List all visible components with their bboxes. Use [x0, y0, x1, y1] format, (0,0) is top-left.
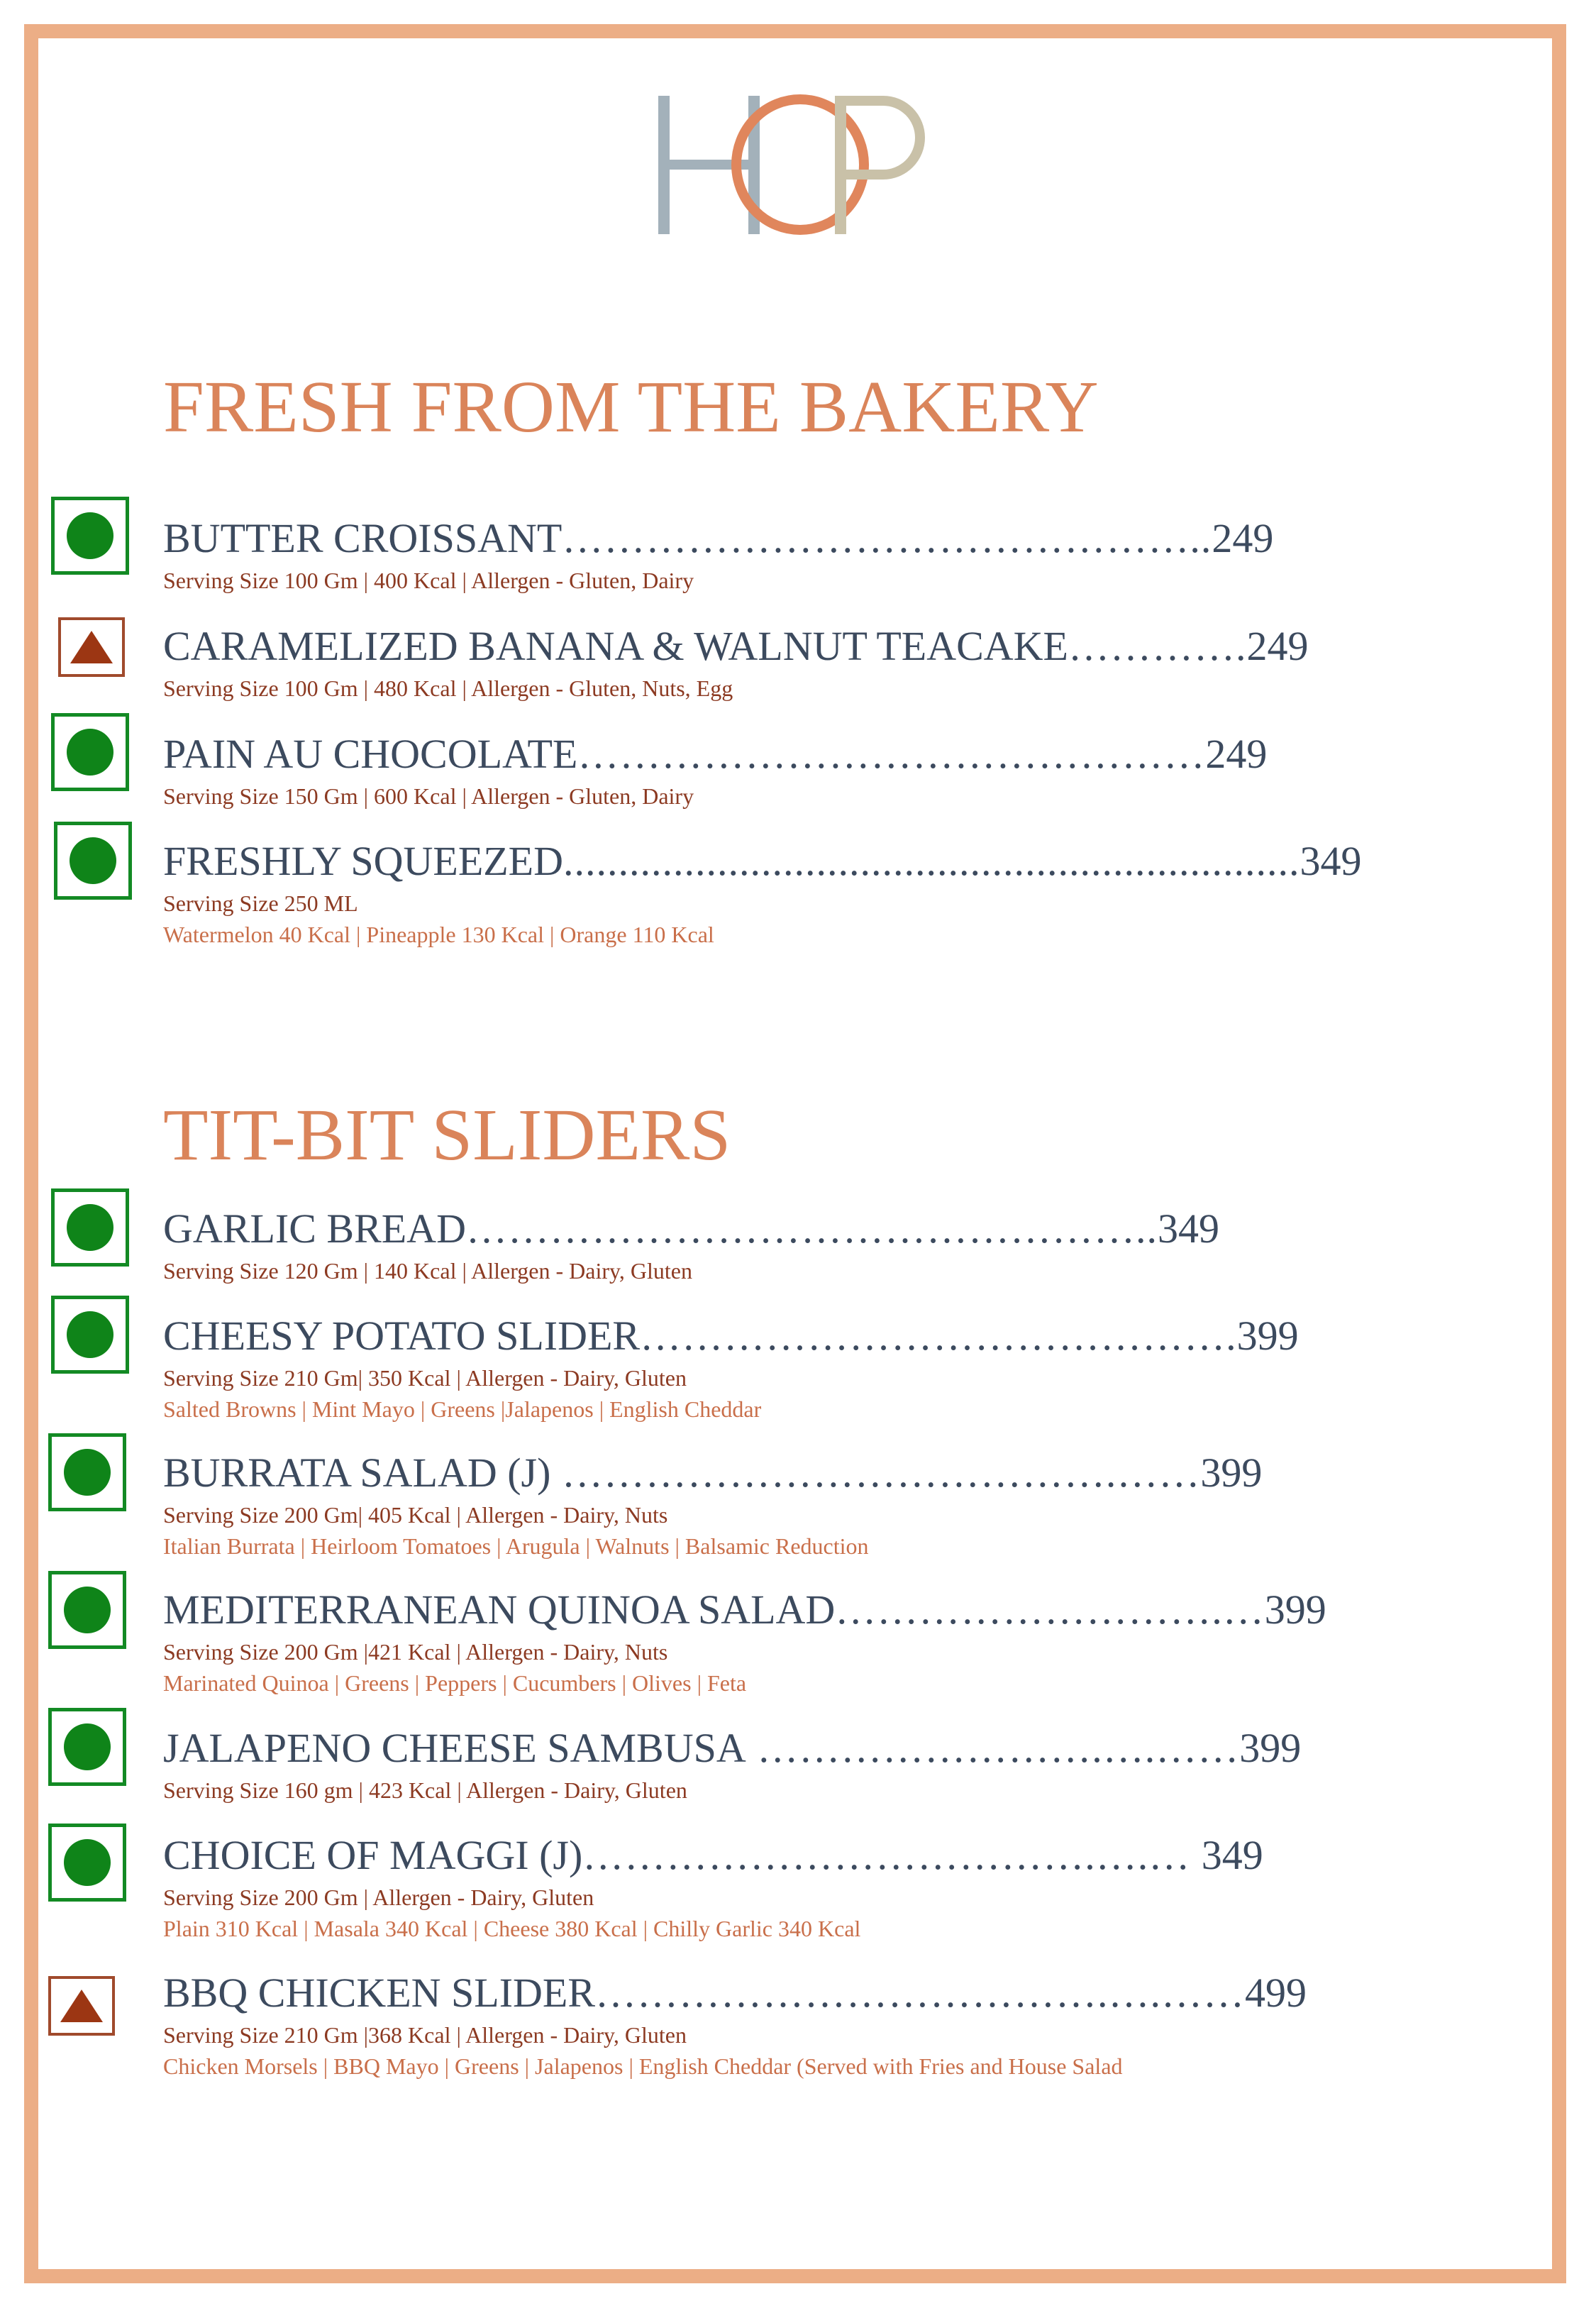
item-price: 399: [1236, 1313, 1299, 1359]
item-leader-dots: ...................................................................: [563, 838, 1300, 884]
veg-icon: [48, 1824, 126, 1902]
item-name: CHOICE OF MAGGI (J): [163, 1832, 583, 1878]
item-leader-dots: ………………………………………: [577, 731, 1206, 777]
menu-item: [163, 1452, 1334, 1557]
veg-icon: [51, 497, 129, 575]
section-title-bakery: FRESH FROM THE BAKERY: [163, 366, 1099, 448]
item-price: 349: [1157, 1206, 1219, 1252]
menu-item: [163, 731, 1334, 809]
veg-icon: [48, 1571, 126, 1649]
item-price: 249: [1246, 623, 1309, 669]
veg-icon: [51, 1296, 129, 1374]
menu-item: [163, 1208, 1334, 1282]
menu-item: [163, 623, 1334, 701]
item-name: GARLIC BREAD: [163, 1206, 466, 1252]
item-price: 249: [1212, 515, 1274, 561]
item-leader-dots: …………………………………………..: [465, 1206, 1158, 1252]
item-description: Plain 310 Kcal | Masala 340 Kcal | Cheese 380 Kcal | Chilly Garlic 340 Kcal: [163, 1916, 861, 1941]
item-leader-dots: ………….: [1068, 623, 1247, 669]
veg-icon: [48, 1433, 126, 1511]
item-price: 399: [1200, 1450, 1263, 1496]
item-price: 249: [1205, 731, 1268, 777]
menu-item: [163, 1589, 1334, 1694]
item-description: Marinated Quinoa | Greens | Peppers | Cucumbers | Olives | Feta: [163, 1670, 747, 1696]
item-leader-dots: ………………………………….……: [550, 1450, 1201, 1496]
item-meta: Serving Size 160 gm | 423 Kcal | Allergen - Dairy, Gluten: [163, 1777, 687, 1803]
item-meta: Serving Size 200 Gm| 405 Kcal | Allergen - Dairy, Nuts: [163, 1502, 668, 1528]
item-leader-dots: ……………………………….….…: [582, 1832, 1202, 1878]
item-leader-dots: ……………………………….….……: [595, 1970, 1246, 2016]
item-leader-dots: ……………………….…: [835, 1587, 1265, 1633]
item-price: 499: [1245, 1970, 1307, 2016]
item-price: 399: [1239, 1725, 1302, 1771]
item-description: Chicken Morsels | BBQ Mayo | Greens | Jalapenos | English Cheddar (Served with Fries and House Salad: [163, 2053, 1123, 2079]
menu-item: [163, 1725, 1334, 1803]
veg-icon: [51, 713, 129, 791]
item-price: 349: [1299, 838, 1362, 884]
item-meta: Serving Size 200 Gm | Allergen - Dairy, Gluten: [163, 1885, 594, 1910]
item-meta: Serving Size 210 Gm| 350 Kcal | Allergen - Dairy, Gluten: [163, 1365, 687, 1391]
item-meta: Serving Size 210 Gm |368 Kcal | Allergen - Dairy, Gluten: [163, 2022, 687, 2048]
item-meta: Serving Size 100 Gm | 400 Kcal | Allergen - Gluten, Dairy: [163, 568, 694, 593]
item-name: BBQ CHICKEN SLIDER: [163, 1970, 596, 2016]
veg-icon: [48, 1708, 126, 1786]
menu-item: [163, 515, 1334, 593]
item-name: BUTTER CROISSANT: [163, 515, 563, 561]
item-description: Italian Burrata | Heirloom Tomatoes | Arugula | Walnuts | Balsamic Reduction: [163, 1533, 869, 1559]
item-description: Salted Browns | Mint Mayo | Greens |Jalapenos | English Cheddar: [163, 1396, 762, 1422]
item-name: MEDITERRANEAN QUINOA SALAD: [163, 1587, 836, 1633]
item-price: 399: [1264, 1587, 1326, 1633]
item-leader-dots: ………………………………………..: [562, 515, 1212, 561]
veg-icon: [54, 822, 132, 900]
item-name: CHEESY POTATO SLIDER: [163, 1313, 641, 1359]
item-name: FRESHLY SQUEEZED: [163, 838, 563, 884]
menu-item: [163, 838, 1362, 947]
item-description: Watermelon 40 Kcal | Pineapple 130 Kcal | Orange 110 Kcal: [163, 922, 714, 947]
item-meta: Serving Size 100 Gm | 480 Kcal | Allergen - Gluten, Nuts, Egg: [163, 675, 733, 701]
item-meta: Serving Size 120 Gm | 140 Kcal | Allergen - Dairy, Gluten: [163, 1258, 692, 1284]
item-price: 349: [1201, 1832, 1263, 1878]
item-meta: Serving Size 250 ML: [163, 890, 358, 916]
item-name: JALAPENO CHEESE SAMBUSA: [163, 1725, 746, 1771]
menu-item: [163, 1970, 1334, 2079]
item-meta: Serving Size 150 Gm | 600 Kcal | Allergen - Gluten, Dairy: [163, 783, 694, 809]
menu-item: [163, 1832, 1334, 1941]
non-veg-icon: [48, 1976, 115, 2036]
item-name: PAIN AU CHOCOLATE: [163, 731, 578, 777]
item-name: CARAMELIZED BANANA & WALNUT TEACAKE: [163, 623, 1068, 669]
section-title-sliders: TIT-BIT SLIDERS: [163, 1094, 731, 1176]
item-meta: Serving Size 200 Gm |421 Kcal | Allergen - Dairy, Nuts: [163, 1639, 668, 1665]
non-veg-icon: [58, 617, 125, 677]
hop-logo: [656, 92, 936, 238]
item-leader-dots: …………………….….……: [746, 1725, 1240, 1771]
item-name: BURRATA SALAD (J): [163, 1450, 551, 1496]
veg-icon: [51, 1188, 129, 1267]
menu-item: [163, 1315, 1334, 1420]
item-leader-dots: …………………………………….: [640, 1313, 1237, 1359]
